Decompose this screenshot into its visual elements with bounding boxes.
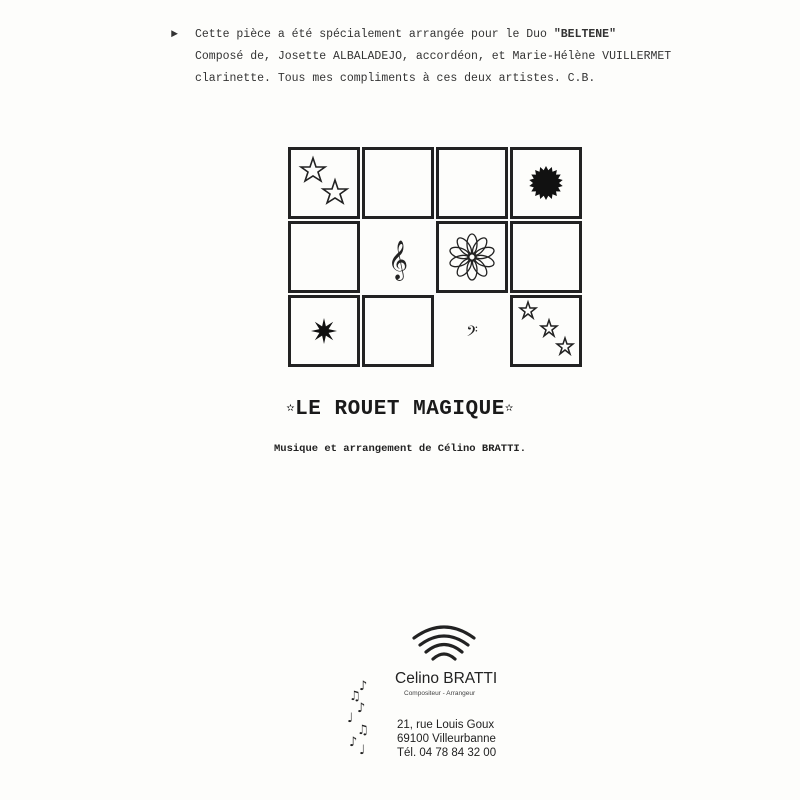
grid-cell-empty (362, 295, 434, 367)
dedication-note (173, 24, 773, 90)
svg-text:𝄞: 𝄞 (387, 240, 409, 280)
grid-cell-treble (362, 221, 434, 293)
decorative-grid (288, 147, 578, 369)
address-street: 21, rue Louis Goux (397, 719, 495, 731)
svg-text:♫: ♫ (357, 723, 369, 738)
address-city: 69100 Villeurbanne (397, 733, 496, 745)
flower-icon (439, 224, 505, 290)
star-burst-icon (291, 298, 357, 364)
flower-petal (454, 235, 474, 257)
grid-cell-stars-three (510, 295, 582, 367)
grid-cell-empty (362, 147, 434, 219)
svg-text:𝄢: 𝄢 (466, 323, 478, 344)
sunburst-icon (513, 150, 579, 216)
dedication-line-1 (173, 24, 773, 46)
svg-text:♩: ♩ (347, 711, 354, 726)
treble-clef-icon (362, 221, 434, 293)
duo-name: "BELTENE" (553, 28, 616, 41)
three-stars-icon (513, 298, 579, 364)
svg-text:♪: ♪ (359, 679, 368, 694)
music-notes-icon (345, 676, 377, 756)
star-ornament-icon: ✫ (504, 400, 514, 416)
grid-cell-starburst (288, 295, 360, 367)
title-text: LE ROUET MAGIQUE (295, 398, 505, 421)
grid-cell-empty (288, 221, 360, 293)
composer-address (397, 718, 496, 760)
arrow-icon: ► (171, 28, 178, 41)
grid-cell-stars (288, 147, 360, 219)
dedication-line-1-text: Cette pièce a été spécialement arrangée pour le Duo (195, 28, 554, 41)
dedication-line-3: clarinette. Tous mes compliments à ces deux artistes. C.B. (195, 72, 596, 85)
grid-cell-flower (436, 221, 508, 293)
grid-cell-empty (436, 147, 508, 219)
subtitle: Musique et arrangement de Célino BRATTI. (273, 443, 527, 455)
svg-text:♩: ♩ (359, 743, 366, 756)
svg-text:♪: ♪ (357, 701, 366, 716)
two-stars-icon (291, 150, 357, 216)
phone-number: Tél. 04 78 84 32 00 (397, 747, 497, 759)
grid-cell-sun (510, 147, 582, 219)
bass-clef-icon (436, 295, 508, 367)
page-title (0, 398, 800, 421)
flower-petal (470, 235, 490, 257)
star-ornament-icon: ✫ (286, 400, 296, 416)
signal-waves-icon (410, 622, 478, 668)
composer-stamp (345, 622, 515, 772)
grid-cell-empty (510, 221, 582, 293)
grid-cell-bass (436, 295, 508, 367)
svg-text:♫: ♫ (349, 689, 361, 704)
composer-name: Celino BRATTI (395, 670, 498, 687)
composer-role: Compositeur - Arrangeur (404, 690, 476, 697)
svg-text:♪: ♪ (349, 735, 358, 750)
dedication-line-2: Composé de, Josette ALBALADEJO, accordéon, et Marie-Hélène VUILLERMET (195, 50, 672, 63)
flower-petal (454, 256, 474, 278)
